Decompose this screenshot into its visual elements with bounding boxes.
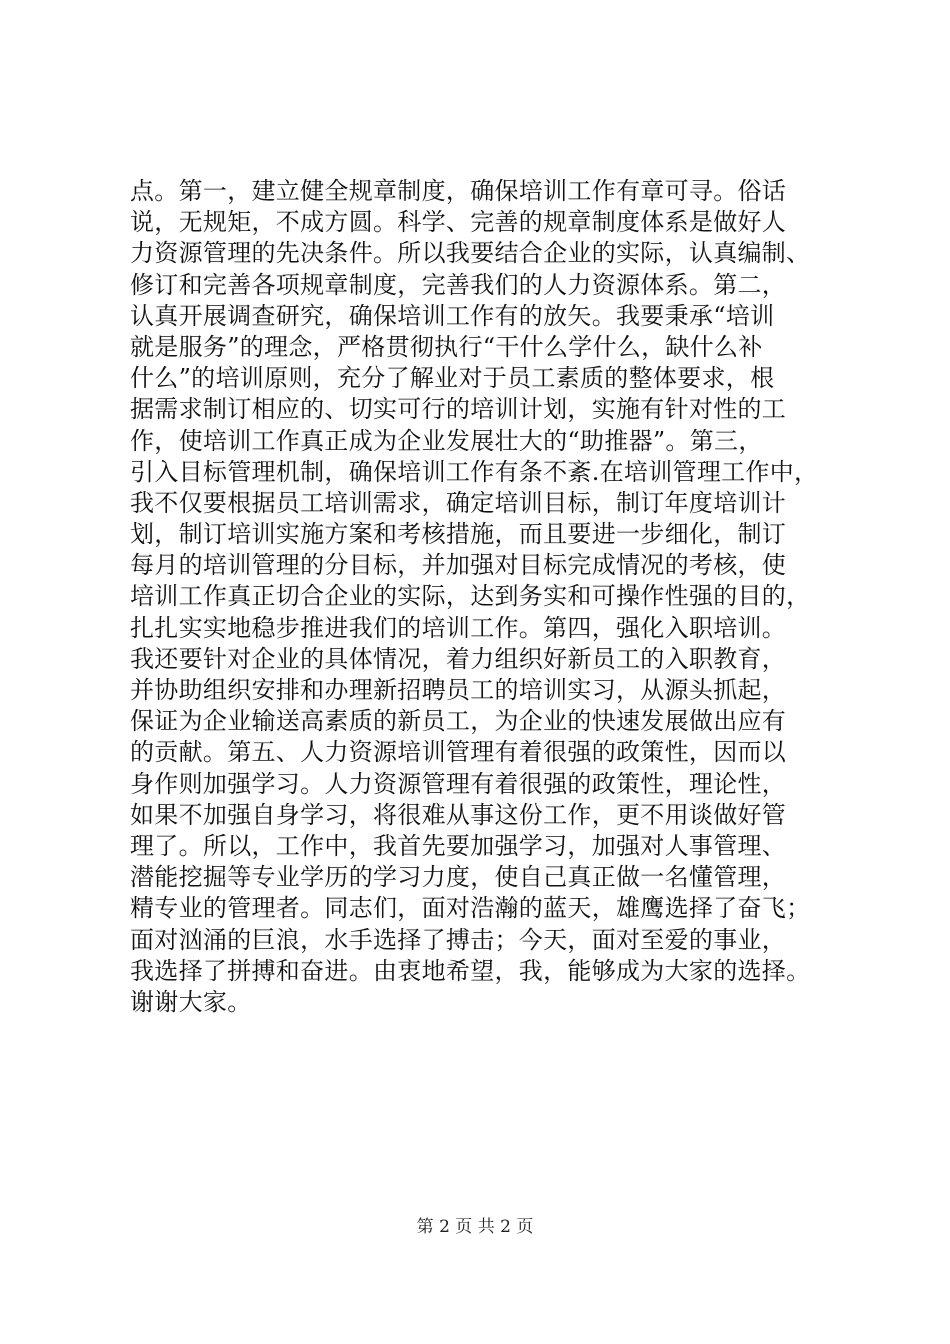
text-line: 点。第一，建立健全规章制度，确保培训工作有章可寻。俗话 — [130, 177, 787, 205]
text-line: 认真开展调查研究，确保培训工作有的放矢。我要秉承“培训 — [130, 301, 775, 330]
text-line: 我不仅要根据员工培训需求，确定培训目标，制订年度培训计 — [130, 488, 787, 517]
text-line: 并协助组织安排和办理新招聘员工的培训实习，从源头抓起， — [130, 676, 787, 704]
text-line: 力资源管理的先决条件。所以我要结合企业的实际，认真编制、 — [130, 239, 811, 268]
text-line: 身作则加强学习。人力资源管理有着很强的政策性，理论性， — [130, 769, 787, 798]
page-footer: 第 2 页 共 2 页 — [416, 1217, 534, 1237]
text-line: 作，使培训工作真正成为企业发展壮大的“助推器”。第三， — [130, 426, 763, 455]
text-line: 培训工作真正切合企业的实际，达到务实和可操作性强的目的， — [130, 582, 811, 611]
text-line: 我选择了拼搏和奋进。由衷地希望，我，能够成为大家的选择。 — [130, 956, 811, 985]
text-line: 划，制订培训实施方案和考核措施，而且要进一步细化，制订 — [130, 520, 787, 549]
text-line: 什么”的培训原则，充分了解业对于员工素质的整体要求，根 — [130, 364, 775, 393]
text-line: 理了。所以，工作中，我首先要加强学习，加强对人事管理、 — [130, 831, 787, 860]
text-line: 精专业的管理者。同志们，面对浩瀚的蓝天，雄鹰选择了奋飞； — [130, 894, 811, 923]
text-line: 据需求制订相应的、切实可行的培训计划，实施有针对性的工 — [130, 395, 787, 424]
text-line: 说，无规矩，不成方圆。科学、完善的规章制度体系是做好人 — [130, 208, 787, 237]
text-line: 谢谢大家。 — [130, 987, 252, 1016]
text-line: 引入目标管理机制，确保培训工作有条不紊.在培训管理工作中， — [130, 457, 819, 486]
text-line: 如果不加强自身学习，将很难从事这份工作，更不用谈做好管 — [130, 800, 787, 829]
text-line: 修订和完善各项规章制度，完善我们的人力资源体系。第二， — [130, 270, 787, 299]
text-line: 我还要针对企业的具体情况，着力组织好新员工的入职教育， — [130, 644, 787, 673]
text-line: 每月的培训管理的分目标，并加强对目标完成情况的考核，使 — [130, 551, 787, 580]
text-line: 扎扎实实地稳步推进我们的培训工作。第四，强化入职培训。 — [130, 613, 787, 642]
text-line: 潜能挖掘等专业学历的学习力度，使自己真正做一名懂管理， — [130, 863, 787, 892]
text-line: 保证为企业输送高素质的新员工，为企业的快速发展做出应有 — [130, 707, 787, 736]
text-line: 就是服务”的理念，严格贯彻执行“干什么学什么，缺什么补 — [130, 332, 763, 361]
body-text — [130, 176, 860, 1018]
text-line: 面对汹涌的巨浪，水手选择了搏击；今天，面对至爱的事业， — [130, 925, 787, 954]
text-line: 的贡献。第五、人力资源培训管理有着很强的政策性，因而以 — [130, 738, 787, 767]
